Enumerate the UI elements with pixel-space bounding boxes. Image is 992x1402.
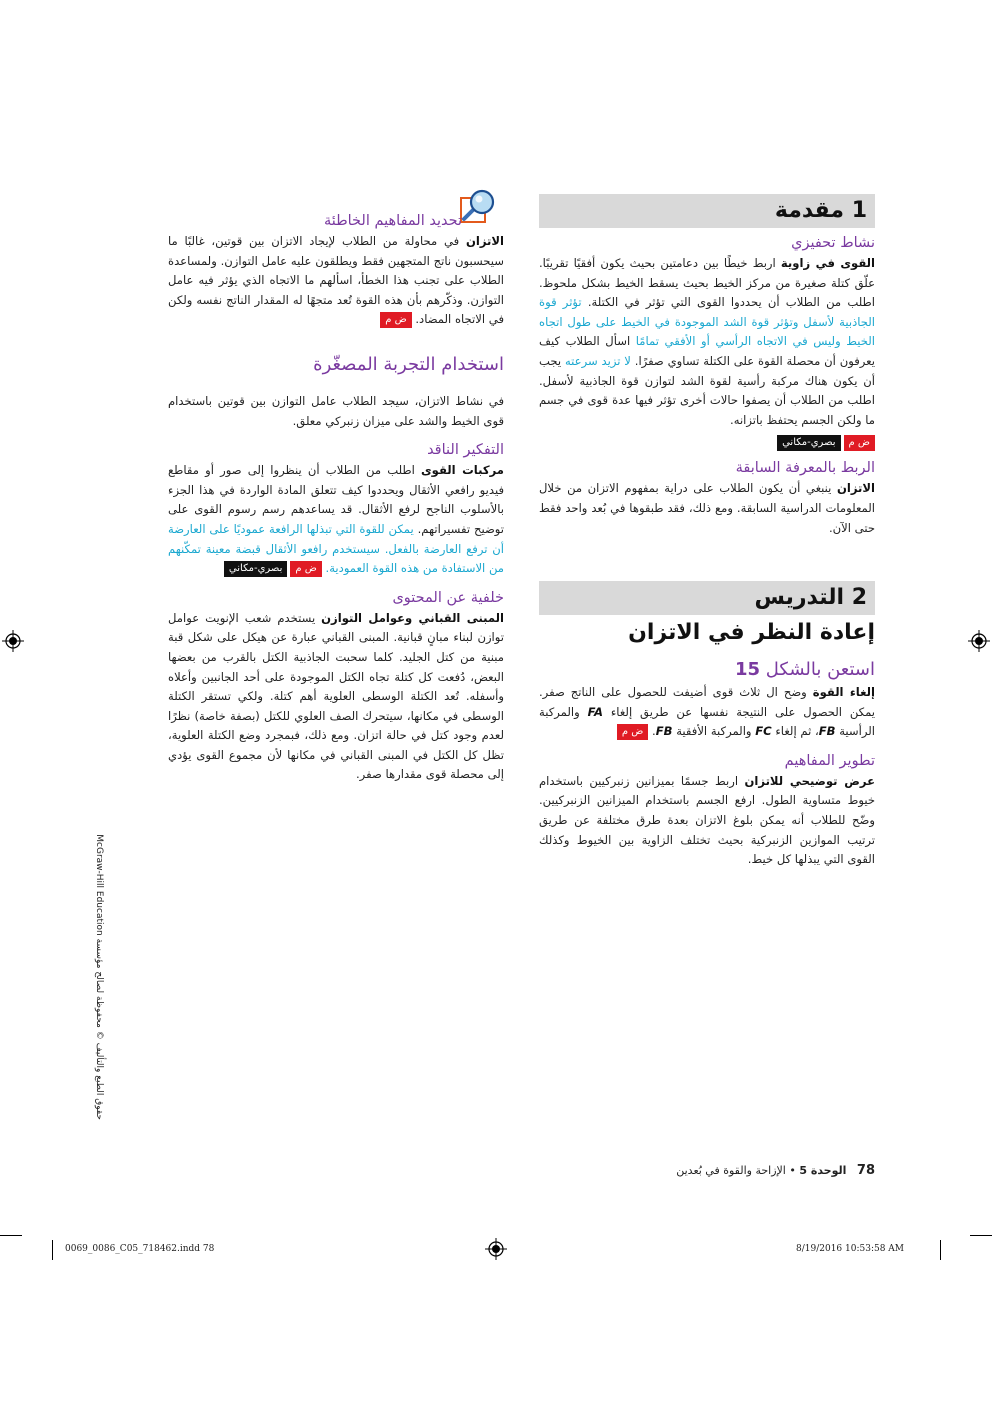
prior-heading: الربط بالمعرفة السابقة <box>735 460 875 477</box>
tag-dm: ض م <box>617 724 648 740</box>
mini-lab-heading: استخدام التجربة المصغّرة <box>313 353 504 375</box>
tag-dm: ض م <box>380 312 411 328</box>
critical-paragraph: مركبات القوى اطلب من الطلاب أن ينظروا إلى صور أو مقاطع فيديو رافعي الأثقال ويحددوا كيف تتعلق المادة الواردة في هذا الجزء بالأسلوب الناجح لرفع الأثقال. قد يساعدهم رسم رسوم القوى على توضيح تفسيراتهم. يمكن للقوة التي تبذلها الرافعة عموديًا على العارضة أن ترفع العارضة بالفعل. سيستخدم رافعو الأثقال قبضة معينة تمكّنهم من الاستفادة من هذه القوة العمودية. ض مبصري-مكاني <box>168 463 505 576</box>
prior-lead: الاتزان <box>836 481 875 496</box>
demo-paragraph: عرض توضيحي للاتزان اربط جسمًا بميزانين زنبركيين باستخدام خيوط متساوية الطول. ارفع الجسم باستخدام الميزانين الزنبركيين. وضّح للطلاب أنه يمكن بلوغ الاتزان بعدة طرق مختلفة عن طريق ترتيب الموازين الزنبركية بحيث تختلف الزاوية بين الخيوط وكذلك القوى التي يبذلها كل خيط. <box>539 773 875 867</box>
activity-answer-2: لا تزيد سرعته <box>564 353 631 368</box>
unit-title: الإزاحة والقوة في بُعدين <box>676 1164 786 1177</box>
cancel-paragraph: إلغاء القوة وضح ال ثلاث قوى أضيفت للحصول على الناتج صفر. يمكن الحصول على النتيجة نفسها عن طريق إلغاء FA والمركبة الرأسية FB، ثم إلغاء FC والمركبة الأفقية FB. ض م <box>539 685 876 739</box>
critical-lead: مركبات القوى <box>421 463 504 478</box>
side-publisher: McGraw-Hill Education <box>94 834 104 936</box>
file-name: 0069_0086_C05_718462.indd 78 <box>65 1244 215 1254</box>
teach-column <box>539 620 875 870</box>
registration-mark-icon <box>968 630 990 652</box>
misconceptions-heading: تحديد المفاهيم الخاطئة <box>323 213 462 229</box>
section-title: مقدمة <box>774 198 845 223</box>
tag-visual: بصري-مكاني <box>777 435 840 451</box>
tag-visual: بصري-مكاني <box>224 561 287 577</box>
prior-paragraph <box>539 479 875 538</box>
section-bar-teach <box>539 581 875 615</box>
crop-mark <box>52 1240 53 1260</box>
activity-text: اربط خيطًا بين دعامتين بحيث يكون أفقيًا تقريبًا. علّق كتلة صغيرة من مركز الخيط بحيث يسقط الخيط بشكل ملحوظ. اطلب من الطلاب أن يحددوا القوى التي تؤثر في الكتلة. <box>539 256 875 310</box>
vector-fc: FC <box>755 724 772 739</box>
misconceptions-column <box>168 210 504 785</box>
activity-answer-1: تؤثر قوة الجاذبية لأسفل وتؤثر قوة الشد الموجودة في الخيط على طول اتجاه الخيط وليس في الاتجاه الرأسي أو الأفقي تمامًا <box>539 295 876 349</box>
activity-paragraph <box>539 254 875 430</box>
cancel-lead: إلغاء القوة <box>812 685 875 699</box>
timestamp: 8/19/2016 10:53:58 AM <box>796 1244 905 1254</box>
section-bar-intro <box>539 194 875 228</box>
intro-column <box>539 232 875 538</box>
section-number: 2 <box>851 585 867 610</box>
registration-mark-icon <box>485 1238 507 1260</box>
activity-heading: نشاط تحفيزي <box>791 235 875 251</box>
misconceptions-paragraph: الاتزان في محاولة من الطلاب لإيجاد الاتزان بين قوتين، غالبًا ما سيحسبون ناتج المتجهين فقط ويطلقون عليه عامل التوازن. ولمساعدة الطلاب على تجنب هذا الخطأ، اسألهم ما الاتجاه الذي يؤثر فيه عامل التوازن. وذكّرهم بأن هذه القوة تُعد متجهًا له المقدار الناتج نفسه ولكن في الاتجاه المضاد. ض م <box>168 234 504 327</box>
develop-heading: تطوير المفاهيم <box>784 752 875 769</box>
section-title: التدريس <box>754 585 845 610</box>
background-lead: المبنى القباني وعوامل التوازن <box>321 610 505 625</box>
teach-heading: إعادة النظر في الاتزان <box>628 620 875 645</box>
page-number: 78 <box>856 1163 875 1178</box>
use-figure-heading: استعن بالشكل 15 <box>734 659 875 680</box>
unit-label: الوحدة 5 <box>799 1164 847 1177</box>
figure-number: 15 <box>734 659 761 680</box>
activity-tags <box>539 432 875 451</box>
critical-heading: التفكير الناقد <box>427 442 504 459</box>
demo-lead: عرض توضيحي للاتزان <box>744 773 875 788</box>
registration-mark-icon <box>2 630 24 652</box>
crop-mark <box>940 1240 941 1260</box>
crop-mark <box>970 1235 992 1236</box>
tag-dm: ض م <box>844 435 875 451</box>
background-heading: خلفية عن المحتوى <box>392 589 504 606</box>
vector-fb: FB <box>818 724 836 739</box>
activity-lead: القوى في زاوية <box>780 256 875 270</box>
tag-dm: ض م <box>290 561 321 577</box>
mini-lab-paragraph: في نشاط الاتزان، سيجد الطلاب عامل التوازن بين قوتين باستخدام قوى الخيط والشد على ميزان زنبركي معلق. <box>168 393 504 428</box>
section-number: 1 <box>851 198 867 223</box>
side-copyright: حقوق الطبع والتأليف © محفوظة لصالح مؤسسة <box>94 938 104 1120</box>
prior-text: ينبغي أن يكون الطلاب على دراية بمفهوم الاتزان من خلال المعلومات الدراسية السابقة. ومع ذلك، فقد طبقوها في بُعد واحد فقط حتى الآن. <box>539 481 875 535</box>
page-footer: 78 الوحدة 5 • الإزاحة والقوة في بُعدين <box>676 1163 875 1178</box>
critical-answer: يمكن للقوة التي تبذلها الرافعة عموديًا على العارضة أن ترفع العارضة بالفعل. سيستخدم رافعو الأثقال قبضة معينة تمكّنهم من الاستفادة من هذه القوة العمودية. <box>168 521 504 576</box>
vector-fb2: FB <box>655 724 673 739</box>
side-credit <box>90 820 104 1120</box>
background-paragraph: المبنى القباني وعوامل التوازن يستخدم شعب الإنويت عوامل توازن لبناء مبانٍ قبانية. المبنى القباني عبارة عن هيكل على شكل قبة مبنية من كتل الجليد. كلما سحبت الجاذبية الكتل بالقرب من بعضها البعض، دُفعت كل كتلة تجاه الكتل الموجودة على أحد الجانبين وأعلاه وأسفله. تُعد الكتلة الوسطى العلوية أهم كتلة. ولكي تستقر الكتلة الوسطى في مكانها، سيتحرك الصف العلوي للكتل (بصفة خاصة) نظرًا لعدم وجود كتل في حالة اتزان. ومع ذلك، فبمجرد وضع الكتلة العلوية، تظل كل الكتل في المبنى القباني في مكانها لأن مجموع القوى يؤدي إلى محصلة قوى مقدارها صفر. <box>168 610 505 782</box>
vector-fa: FA <box>587 704 603 719</box>
activity-text-2: اسأل الطلاب كيف يعرفون أن محصلة القوة على الكتلة تساوي صفرًا. <box>539 334 876 368</box>
crop-mark <box>0 1235 22 1236</box>
activity-text-3: يجب أن يكون هناك مركبة رأسية لقوة الشد لتوازن قوة الجاذبية لأسفل. اطلب من الطلاب أن يصفوا حالات أخرى تؤثر فيها عدة قوى في جسم ما ولكن الجسم يحتفظ باتزانه. <box>539 353 875 427</box>
misconceptions-lead: الاتزان <box>465 234 504 248</box>
